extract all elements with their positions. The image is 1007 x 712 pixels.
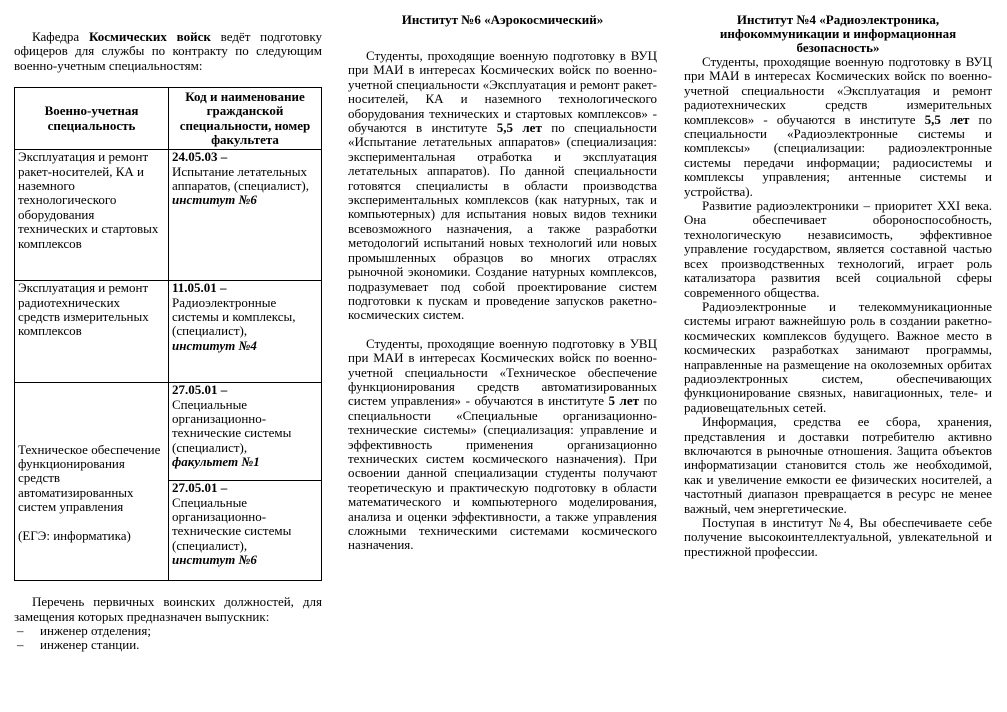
specialty-name: Специальные организационно-технические системы (специалист), bbox=[172, 494, 292, 553]
institute-4-paragraph: Информация, средства ее сбора, хранения, представления и доставки потребителю активно включаются в рыночные отношения. Защита объектов информатизации становится столь же необходимой, как и увеличение емкости ее физических носителей, а частотный диапазон превращается в ресурс не менее важный, чем энергетические. bbox=[684, 414, 992, 516]
column-middle bbox=[348, 0, 657, 553]
specialties-table bbox=[14, 87, 322, 581]
institute-label: институт №6 bbox=[172, 552, 257, 568]
civil-specialty-cell bbox=[169, 383, 322, 481]
table-header-row bbox=[15, 88, 322, 150]
institute-4-paragraph: Студенты, проходящие военную подготовку в ВУЦ при МАИ в интересах Космических войск по военно-учетной специальности «Эксплуатация и ремонт радиотехнических средств измерительных комплексов» - обучаются в институте 5,5 лет по специальности «Радиоэлектронные системы и комплексы» (специализации: радиоэлектронные системы передачи информации; радиосистемы и комплексы управления; антенные системы и устройства). bbox=[684, 54, 992, 199]
header-military-specialty: Военно-учетная специальность bbox=[15, 88, 169, 150]
column-right bbox=[684, 0, 992, 559]
column-left bbox=[14, 0, 322, 653]
civil-specialty-cell bbox=[169, 150, 322, 281]
specialty-name: Радиоэлектронные системы и комплексы, (специалист), bbox=[172, 294, 296, 339]
table-row bbox=[15, 150, 322, 281]
specialty-code: 24.05.03 – bbox=[172, 149, 228, 165]
specialty-code: 27.05.01 – bbox=[172, 382, 228, 398]
institute-4-paragraph: Развитие радиоэлектроники – приоритет XXI века. Она обеспечивает обороноспособность, технологическую независимость, эффективное управление государством, является составной частью всех производственных технологий, играет роль катализатора развития всей социальной сферы современного общества. bbox=[684, 198, 992, 300]
military-specialty-cell: Эксплуатация и ремонт радиотехнических средств измерительных комплексов bbox=[15, 281, 169, 383]
specialty-name: Испытание летательных аппаратов, (специалист), bbox=[172, 163, 309, 194]
institute-4-heading: Институт №4 «Радиоэлектроника, инфокоммуникации и информационная безопасность» bbox=[719, 12, 957, 55]
specialty-name: Специальные организационно-технические системы (специалист), bbox=[172, 396, 292, 455]
civil-specialty-cell bbox=[169, 281, 322, 383]
specialty-code: 27.05.01 – bbox=[172, 480, 228, 496]
specialty-code: 11.05.01 – bbox=[172, 280, 227, 296]
header-civil-specialty: Код и наименование гражданской специальности, номер факультета bbox=[169, 88, 322, 150]
institute-4-paragraph: Поступая в институт №4, Вы обеспечиваете себе получение высокоинтеллектуальной, увлекательной и престижной профессии. bbox=[684, 515, 992, 559]
institute-label: факультет №1 bbox=[172, 454, 260, 470]
institute-6-heading: Институт №6 «Аэрокосмический» bbox=[401, 12, 604, 27]
institute-6-paragraph: Студенты, проходящие военную подготовку в УВЦ при МАИ в интересах Космических войск по военно-учетной специальности «Техническое обеспечение функционирования средств автоматизированных систем управления» - обучаются в институте 5 лет по специальности «Специальные организационно-технические системы» (специализация: управление и эффективность применения организационно технических систем космического назначения). При освоении данной специализации студенты получают теоретическую и практическую подготовку в области математического и компьютерного моделирования, анализа и оценки эффективности, а также управления сложными техническими системами космического назначения. bbox=[348, 335, 657, 553]
institute-label: институт №4 bbox=[172, 337, 257, 353]
table-row bbox=[15, 281, 322, 383]
exam-note: (ЕГЭ: информатика) bbox=[18, 527, 131, 543]
list-item: – инженер отделения; bbox=[14, 624, 322, 638]
military-specialty-cell: Техническое обеспечение функционирования средств автоматизированных систем управления (ЕГЭ: информатика) bbox=[15, 383, 169, 581]
military-specialty-cell: Эксплуатация и ремонт ракет-носителей, КА и наземного технологического оборудования технических и стартовых комплексов bbox=[15, 150, 169, 281]
institute-6-paragraph: Студенты, проходящие военную подготовку в ВУЦ при МАИ в интересах Космических войск по военно-учетной специальности «Эксплуатация и ремонт ракет-носителей, КА и наземного технологического оборудования технических и стартовых комплексов» - обучаются в институте 5,5 лет по специальности «Испытание летательных аппаратов» (специализация: экспериментальная отработка и эксплуатация летательных аппаратов). По данной специальности готовятся специалисты в области производства экспериментальных комплексов (как натурных, так и компьютерных) для испытания новых видов техники всевозможного назначения, а также разработки методологий испытаний новых технологий или новых промышленных образцов во многих отраслях рыночной экономики. Создание натурных комплексов, подразумевает под собой проектирование систем подготовки к пускам и проведение запусков ракетно-космических систем. bbox=[348, 48, 658, 323]
positions-list bbox=[14, 624, 322, 653]
list-item: – инженер станции. bbox=[14, 638, 322, 652]
civil-specialty-cell bbox=[169, 481, 322, 581]
table-row bbox=[15, 383, 322, 481]
positions-intro: Перечень первичных воинских должностей, для замещения которых предназначен выпускник: bbox=[14, 594, 322, 624]
institute-4-paragraph: Радиоэлектронные и телекоммуникационные системы играют важнейшую роль в создании ракетно-космических комплексов будущего. Важное место в космических разработках занимают программы, направленные на размещение на околоземных орбитах радиоэлектронных систем, обеспечивающих функционирование связных, навигационных, теле- и радиовещательных сетей. bbox=[684, 298, 992, 415]
intro-bold: Космических войск bbox=[88, 29, 211, 44]
intro-paragraph: Кафедра Космических войск ведёт подготовку офицеров для службы по контракту по следующим военно-учетным специальностям: bbox=[14, 29, 322, 73]
institute-label: институт №6 bbox=[172, 192, 257, 208]
